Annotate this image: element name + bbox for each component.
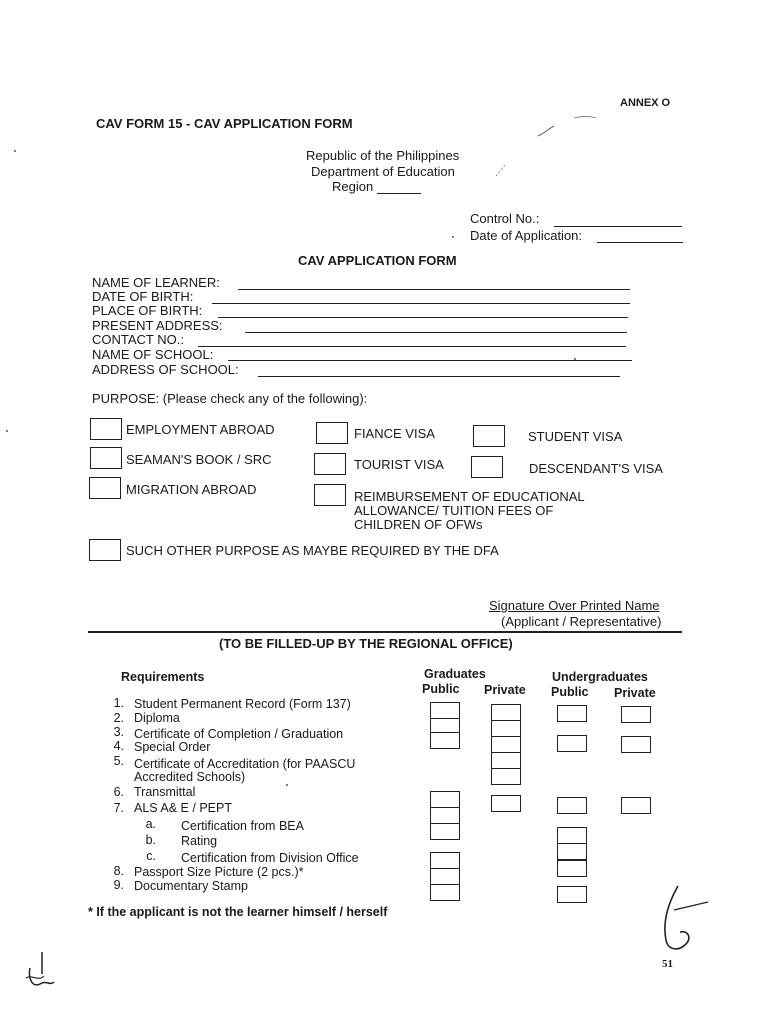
grad-public-checkbox[interactable] bbox=[430, 823, 460, 840]
undergrad-public-checkbox[interactable] bbox=[557, 827, 587, 844]
contact-no-blank[interactable] bbox=[198, 346, 626, 347]
regional-office-title: (TO BE FILLED-UP BY THE REGIONAL OFFICE) bbox=[219, 636, 513, 651]
migration-abroad-label: MIGRATION ABROAD bbox=[126, 482, 257, 497]
req-7a-text: Certification from BEA bbox=[181, 819, 304, 833]
purpose-label: PURPOSE: (Please check any of the following): bbox=[92, 391, 368, 406]
republic-text: Republic of the Philippines bbox=[306, 148, 460, 163]
reimbursement-label-line1: REIMBURSEMENT OF EDUCATIONAL bbox=[354, 489, 585, 504]
control-no-blank[interactable] bbox=[554, 226, 682, 227]
date-of-birth-blank[interactable] bbox=[212, 303, 630, 304]
control-no-label: Control No.: bbox=[470, 211, 540, 226]
req-4-num: 4. bbox=[113, 739, 124, 753]
req-7a-num: a. bbox=[145, 817, 156, 831]
section-title: CAV APPLICATION FORM bbox=[298, 253, 457, 268]
descendants-visa-checkbox[interactable] bbox=[471, 456, 503, 478]
undergrad-private-checkbox[interactable] bbox=[621, 736, 651, 753]
grad-private-checkbox[interactable] bbox=[491, 768, 521, 785]
req-2-text: Diploma bbox=[134, 711, 180, 725]
undergrad-public-checkbox[interactable] bbox=[557, 797, 587, 814]
req-9-num: 9. bbox=[113, 878, 124, 892]
field-address-of-school: ADDRESS OF SCHOOL: bbox=[92, 362, 239, 377]
grad-private-checkbox[interactable] bbox=[491, 736, 521, 753]
present-address-blank[interactable] bbox=[245, 332, 627, 333]
scan-speck bbox=[452, 236, 454, 238]
fiance-visa-label: FIANCE VISA bbox=[354, 426, 435, 441]
region-label: Region bbox=[332, 179, 374, 194]
scan-speck bbox=[14, 150, 16, 152]
graduates-public-header: Public bbox=[422, 682, 460, 696]
req-6-num: 6. bbox=[113, 785, 124, 799]
migration-abroad-checkbox[interactable] bbox=[89, 477, 121, 499]
tourist-visa-checkbox[interactable] bbox=[314, 453, 346, 475]
req-7b-text: Rating bbox=[181, 834, 218, 848]
req-5-cont-text: Accredited Schools) bbox=[134, 770, 246, 784]
handwritten-initial-mark bbox=[648, 880, 728, 960]
other-purpose-label: SUCH OTHER PURPOSE AS MAYBE REQUIRED BY THE DFA bbox=[126, 543, 499, 558]
scan-speck bbox=[286, 784, 288, 786]
date-of-application-blank[interactable] bbox=[597, 242, 683, 243]
grad-private-checkbox[interactable] bbox=[491, 720, 521, 737]
student-visa-checkbox[interactable] bbox=[473, 425, 505, 447]
grad-public-checkbox[interactable] bbox=[430, 868, 460, 885]
seamans-book-checkbox[interactable] bbox=[90, 447, 122, 469]
grad-public-checkbox[interactable] bbox=[430, 884, 460, 901]
name-of-school-blank[interactable] bbox=[228, 360, 632, 361]
field-name-of-learner: NAME OF LEARNER: bbox=[92, 275, 220, 290]
grad-public-checkbox[interactable] bbox=[430, 807, 460, 824]
graduates-header: Graduates bbox=[424, 667, 486, 681]
fiance-visa-checkbox[interactable] bbox=[316, 422, 348, 444]
req-3-text: Certificate of Completion / Graduation bbox=[134, 727, 344, 741]
employment-abroad-label: EMPLOYMENT ABROAD bbox=[126, 422, 275, 437]
page-number: 51 bbox=[662, 958, 673, 970]
undergrad-private-checkbox[interactable] bbox=[621, 797, 651, 814]
scan-mark bbox=[534, 112, 604, 142]
req-7c-num: c. bbox=[146, 849, 156, 863]
other-purpose-checkbox[interactable] bbox=[89, 539, 121, 561]
place-of-birth-blank[interactable] bbox=[218, 317, 628, 318]
scan-speck bbox=[6, 430, 8, 432]
req-7-num: 7. bbox=[113, 801, 124, 815]
reimbursement-checkbox[interactable] bbox=[314, 484, 346, 506]
date-of-application-label: Date of Application: bbox=[470, 228, 583, 243]
req-1-num: 1. bbox=[113, 696, 124, 710]
field-place-of-birth: PLACE OF BIRTH: bbox=[92, 303, 203, 318]
req-1-text: Student Permanent Record (Form 137) bbox=[134, 697, 351, 711]
req-6-text: Transmittal bbox=[134, 785, 196, 799]
undergrad-public-checkbox[interactable] bbox=[557, 705, 587, 722]
req-9-text: Documentary Stamp bbox=[134, 879, 248, 893]
grad-private-checkbox[interactable] bbox=[491, 795, 521, 812]
employment-abroad-checkbox[interactable] bbox=[90, 418, 122, 440]
field-name-of-school: NAME OF SCHOOL: bbox=[92, 347, 214, 362]
scan-mark bbox=[494, 160, 514, 180]
graduates-private-header: Private bbox=[484, 683, 526, 697]
student-visa-label: STUDENT VISA bbox=[528, 429, 623, 444]
footnote: * If the applicant is not the learner himself / herself bbox=[88, 905, 388, 919]
undergrad-public-checkbox[interactable] bbox=[557, 886, 587, 903]
field-date-of-birth: DATE OF BIRTH: bbox=[92, 289, 194, 304]
undergrad-public-checkbox[interactable] bbox=[557, 735, 587, 752]
field-present-address: PRESENT ADDRESS: bbox=[92, 318, 223, 333]
form-title: CAV FORM 15 - CAV APPLICATION FORM bbox=[96, 116, 353, 131]
req-7b-num: b. bbox=[145, 833, 156, 847]
undergraduates-header: Undergraduates bbox=[552, 670, 648, 684]
scan-speck bbox=[574, 358, 576, 360]
reimbursement-label-line3: CHILDREN OF OFWs bbox=[354, 517, 483, 532]
undergrad-private-checkbox[interactable] bbox=[621, 706, 651, 723]
tourist-visa-label: TOURIST VISA bbox=[354, 457, 444, 472]
signature-sub: (Applicant / Representative) bbox=[501, 614, 662, 629]
grad-public-checkbox[interactable] bbox=[430, 732, 460, 749]
undergrad-public-checkbox[interactable] bbox=[557, 843, 587, 860]
req-7c-text: Certification from Division Office bbox=[181, 851, 359, 865]
signature-label: Signature Over Printed Name bbox=[489, 598, 660, 613]
req-5-text: Certificate of Accreditation (for PAASCU bbox=[134, 757, 356, 771]
field-contact-no: CONTACT NO.: bbox=[92, 332, 184, 347]
grad-private-checkbox[interactable] bbox=[491, 704, 521, 721]
name-of-learner-blank[interactable] bbox=[238, 289, 630, 290]
req-8-num: 8. bbox=[113, 864, 124, 878]
reimbursement-label-line2: ALLOWANCE/ TUITION FEES OF bbox=[354, 503, 554, 518]
grad-public-checkbox[interactable] bbox=[430, 702, 460, 719]
grad-private-checkbox[interactable] bbox=[491, 752, 521, 769]
region-blank[interactable] bbox=[377, 193, 421, 194]
descendants-visa-label: DESCENDANT'S VISA bbox=[529, 461, 663, 476]
grad-public-checkbox[interactable] bbox=[430, 791, 460, 808]
address-of-school-blank[interactable] bbox=[258, 376, 620, 377]
seamans-book-label: SEAMAN'S BOOK / SRC bbox=[126, 452, 272, 467]
undergraduates-private-header: Private bbox=[614, 686, 656, 700]
regional-office-divider bbox=[88, 631, 682, 633]
req-3-num: 3. bbox=[113, 725, 124, 739]
grad-public-checkbox[interactable] bbox=[430, 852, 460, 869]
requirements-header: Requirements bbox=[121, 670, 205, 684]
req-8-text: Passport Size Picture (2 pcs.)* bbox=[134, 865, 304, 879]
undergrad-public-checkbox[interactable] bbox=[557, 860, 587, 877]
department-text: Department of Education bbox=[311, 164, 455, 179]
req-2-num: 2. bbox=[113, 711, 124, 725]
req-4-text: Special Order bbox=[134, 740, 211, 754]
undergraduates-public-header: Public bbox=[551, 685, 589, 699]
req-7-text: ALS A& E / PEPT bbox=[134, 801, 232, 815]
req-5-num: 5. bbox=[113, 754, 124, 768]
annex-label: ANNEX O bbox=[620, 97, 671, 109]
handwritten-signature-mark bbox=[22, 948, 62, 992]
